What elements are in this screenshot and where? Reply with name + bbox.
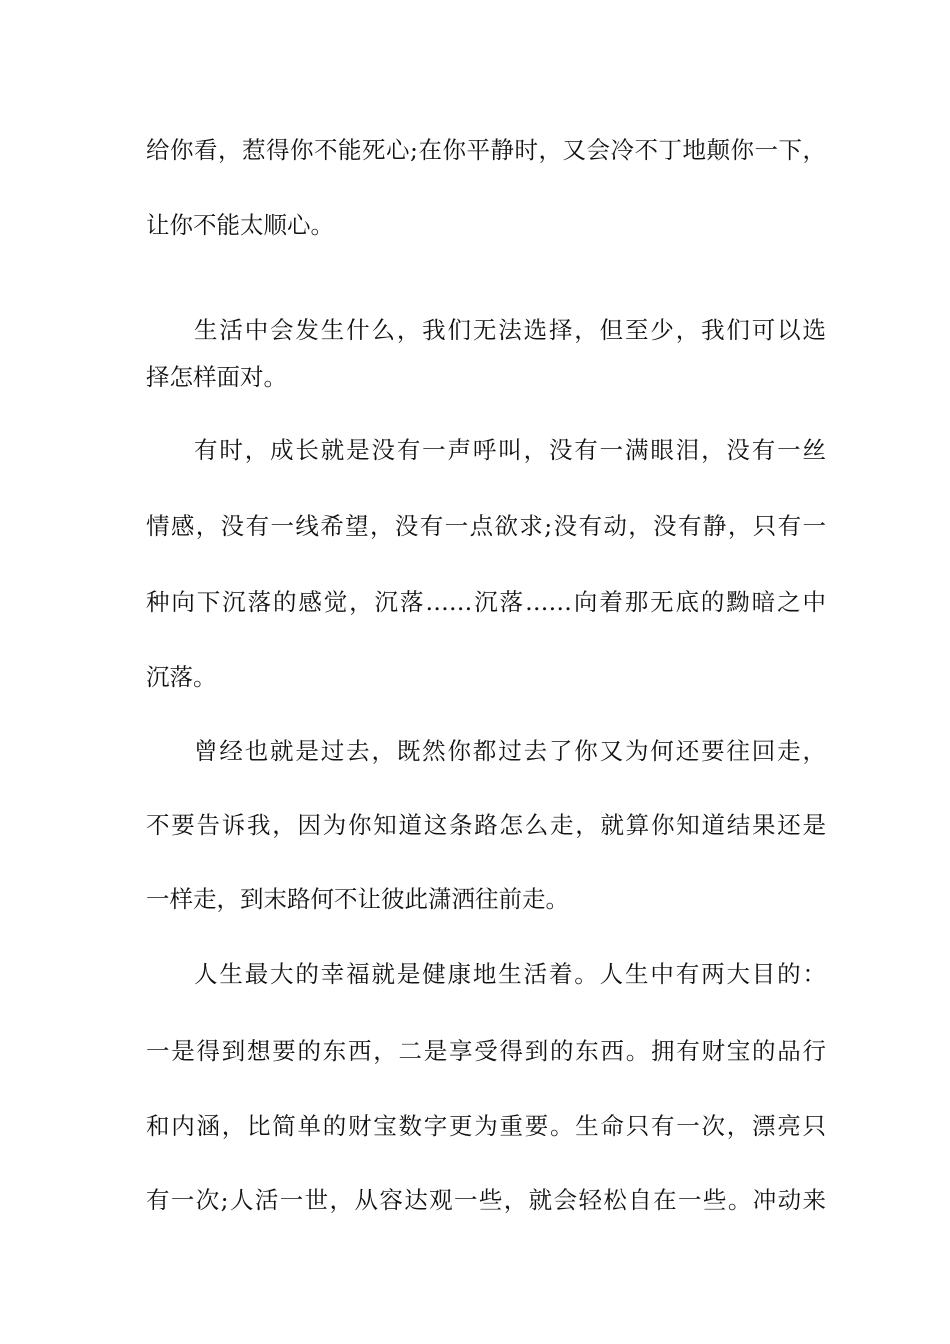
text-line: 有一次;人活一世，从容达观一些，就会轻松自在一些。冲动来 xyxy=(146,1186,826,1214)
paragraph-first-line: 曾经也就是过去，既然你都过去了你又为何还要往回走， xyxy=(194,737,826,765)
text-line: 择怎样面对。 xyxy=(146,363,287,391)
text-line: 一样走，到末路何不让彼此潇洒往前走。 xyxy=(146,885,569,913)
text-line: 和内涵，比简单的财宝数字更为重要。生命只有一次，漂亮只 xyxy=(146,1112,826,1140)
text-line: 沉落。 xyxy=(146,663,217,691)
paragraph-first-line: 有时，成长就是没有一声呼叫，没有一满眼泪，没有一丝 xyxy=(194,436,826,464)
text-line: 情感，没有一线希望，没有一点欲求;没有动，没有静，只有一 xyxy=(146,512,826,540)
text-line: 种向下沉落的感觉，沉落……沉落……向着那无底的黝暗之中 xyxy=(146,588,826,616)
text-line: 不要告诉我，因为你知道这条路怎么走，就算你知道结果还是 xyxy=(146,811,826,839)
text-line: 一是得到想要的东西，二是享受得到的东西。拥有财宝的品行 xyxy=(146,1037,826,1065)
text-line: 让你不能太顺心。 xyxy=(146,211,334,239)
paragraph-first-line: 生活中会发生什么，我们无法选择，但至少，我们可以选 xyxy=(194,316,826,344)
paragraph-first-line: 人生最大的幸福就是健康地生活着。人生中有两大目的： xyxy=(194,960,826,988)
text-line: 给你看，惹得你不能死心;在你平静时，又会冷不丁地颠你一下， xyxy=(146,136,826,164)
